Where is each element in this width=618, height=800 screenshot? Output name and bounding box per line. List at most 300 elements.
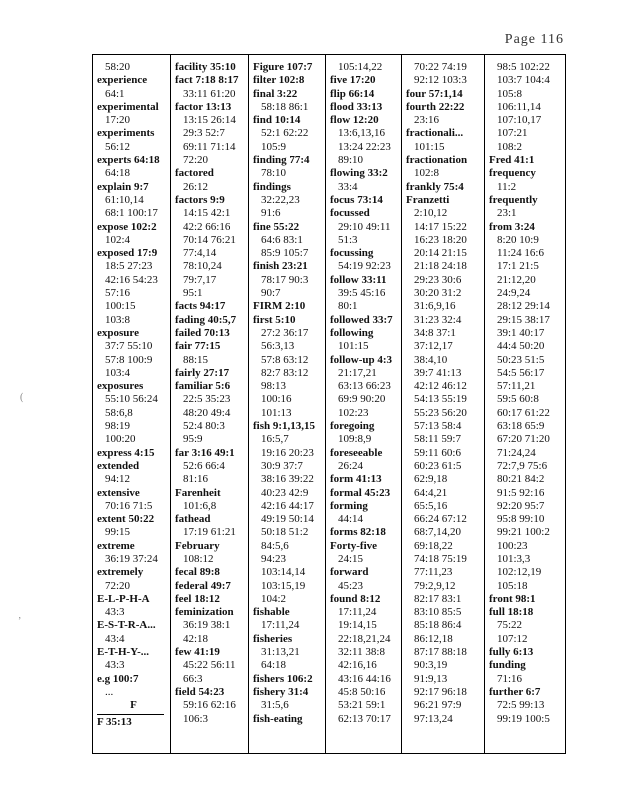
page-reference: 51:3	[338, 233, 358, 246]
page-reference: 67:20 71:20	[497, 433, 550, 446]
page-reference: 79:2,9,12	[414, 579, 456, 592]
page-reference: 78:10	[261, 167, 287, 180]
index-term: factors 9:9	[175, 193, 225, 206]
page-reference: 13:24 22:23	[338, 140, 391, 153]
page-reference: 31:23 32:4	[414, 313, 462, 326]
page-reference: 36:19 37:24	[105, 552, 158, 565]
page-reference: 64:18	[105, 167, 131, 180]
page-reference: 99:21 100:2	[497, 526, 550, 539]
page-reference: 33:4	[338, 180, 358, 193]
page-reference: 90:7	[261, 287, 281, 300]
index-term: exposures	[97, 380, 144, 393]
page-reference: 39:5 45:16	[338, 287, 386, 300]
page-reference: 69:9 90:20	[338, 393, 386, 406]
index-table	[92, 54, 566, 754]
page-reference: 99:19 100:5	[497, 712, 550, 725]
index-term: formal 45:23	[330, 486, 391, 499]
index-term: experiments	[97, 127, 155, 140]
page-reference: 98:13	[261, 380, 287, 393]
page-reference: 17:11,24	[338, 606, 377, 619]
page-reference: 78:10,24	[183, 260, 222, 273]
page-reference: 101:15	[414, 140, 445, 153]
page-reference: 17:1 21:5	[497, 260, 539, 273]
index-term: frequency	[489, 167, 536, 180]
page-reference: 64:4,21	[414, 486, 448, 499]
index-term: few 41:19	[175, 646, 220, 659]
page-reference: 64:18	[261, 659, 287, 672]
page-reference: 11:24 16:6	[497, 247, 544, 260]
page-reference: 107:10,17	[497, 114, 542, 127]
index-term: feel 18:12	[175, 592, 220, 605]
page-reference: 49:19 50:14	[261, 513, 314, 526]
index-term: full 18:18	[489, 606, 534, 619]
index-term: flow 12:20	[330, 114, 379, 127]
index-term: fractionation	[406, 154, 468, 167]
page-reference: 20:14 21:15	[414, 247, 467, 260]
page-reference: 14:15 42:1	[183, 207, 231, 220]
page-reference: 54:5 56:17	[497, 366, 545, 379]
page-reference: 22:5 35:23	[183, 393, 231, 406]
page-reference: 42:16 44:17	[261, 499, 314, 512]
index-term: February	[175, 539, 220, 552]
page-reference: 92:17 96:18	[414, 685, 467, 698]
page-reference: 101:15	[338, 340, 369, 353]
page-reference: 42:2 66:16	[183, 220, 231, 233]
index-term: following	[330, 326, 374, 339]
page-reference: 105:14,22	[338, 61, 383, 73]
index-term: further 6:7	[489, 685, 541, 698]
index-term: Figure 107:7	[253, 61, 313, 73]
page-reference: 13:6,13,16	[338, 127, 386, 140]
index-term: frankly 75:4	[406, 180, 464, 193]
page-reference: 63:18 65:9	[497, 420, 545, 433]
page-reference: 92:20 95:7	[497, 499, 545, 512]
page-reference: 43:16 44:16	[338, 672, 391, 685]
page-reference: 8:20 10:9	[497, 233, 539, 246]
page-reference: 103:8	[105, 313, 131, 326]
page-reference: 72:20	[183, 154, 209, 167]
page-reference: 17:20	[105, 114, 131, 127]
page-reference: 24:15	[338, 552, 364, 565]
page-reference: 101:13	[261, 406, 292, 419]
index-term: exposure	[97, 326, 139, 339]
page-reference: 56:3,13	[261, 340, 295, 353]
margin-mark: (	[20, 392, 24, 403]
page-reference: 14:17 15:22	[414, 220, 467, 233]
index-term: focussing	[330, 247, 374, 260]
section-divider	[97, 714, 164, 715]
index-term: factored	[175, 167, 214, 180]
index-term: filter 102:8	[253, 74, 305, 87]
page-reference: 102:12,19	[497, 566, 542, 579]
index-term: facility 35:10	[175, 61, 236, 73]
page-reference: 64:1	[105, 87, 125, 100]
index-term: fishable	[253, 606, 290, 619]
page-reference: 18:5 27:23	[105, 260, 153, 273]
index-term: Forty-five	[330, 539, 378, 552]
page-reference: 29:15 38:17	[497, 313, 550, 326]
page-reference: 28:12 29:14	[497, 300, 550, 313]
page-reference: 108:2	[497, 140, 523, 153]
index-term: failed 70:13	[175, 326, 230, 339]
page-reference: 29:10 49:11	[338, 220, 391, 233]
index-term: Farenheit	[175, 486, 221, 499]
index-term: final 3:22	[253, 87, 298, 100]
page-reference: 43:3	[105, 659, 125, 672]
page-reference: 68:1 100:17	[105, 207, 158, 220]
index-term: explain 9:7	[97, 180, 149, 193]
page-reference: 88:15	[183, 353, 209, 366]
index-column-1	[93, 55, 170, 753]
page-reference: 42:18	[183, 632, 209, 645]
page-reference: 104:2	[261, 592, 287, 605]
index-term: fisheries	[253, 632, 293, 645]
page-reference: 84:5,6	[261, 539, 289, 552]
index-term: exposed 17:9	[97, 247, 158, 260]
index-term: familiar 5:6	[175, 380, 231, 393]
page-reference: 105:8	[497, 87, 523, 100]
page-reference: 103:14,14	[261, 566, 306, 579]
index-term: field 54:23	[175, 685, 225, 698]
page-reference: 78:17 90:3	[261, 273, 309, 286]
page-reference: 48:20 49:4	[183, 406, 231, 419]
page-reference: 26:24	[338, 459, 364, 472]
page-reference: 57:16	[105, 287, 131, 300]
page-reference: 89:10	[338, 154, 364, 167]
page-reference: 54:19 92:23	[338, 260, 391, 273]
page-reference: 66:3	[183, 672, 203, 685]
page-reference: 43:4	[105, 632, 125, 645]
page-reference: ...	[105, 685, 114, 698]
index-term: E-T-H-Y-...	[97, 646, 150, 659]
index-term: fourth 22:22	[406, 100, 465, 113]
page-reference: 31:13,21	[261, 646, 300, 659]
page-reference: 21:12,20	[497, 273, 536, 286]
page-reference: 83:10 85:5	[414, 606, 462, 619]
index-column-4	[325, 55, 401, 753]
page-reference: 100:23	[497, 539, 528, 552]
page-reference: 44:14	[338, 513, 364, 526]
index-term: front 98:1	[489, 592, 536, 605]
index-term: extremely	[97, 566, 144, 579]
page-reference: 85:18 86:4	[414, 619, 462, 632]
page-reference: 29:3 52:7	[183, 127, 225, 140]
page-reference: 2:10,12	[414, 207, 448, 220]
page-reference: 106:3	[183, 712, 209, 725]
page-reference: 40:23 42:9	[261, 486, 309, 499]
index-term: finding 77:4	[253, 154, 310, 167]
page-reference: 55:10 56:24	[105, 393, 158, 406]
page-reference: 72:7,9 75:6	[497, 459, 548, 472]
section-letter: F	[130, 699, 137, 712]
page-reference: 56:12	[105, 140, 131, 153]
page-reference: 63:13 66:23	[338, 380, 391, 393]
index-term: findings	[253, 180, 291, 193]
index-term: experts 64:18	[97, 154, 160, 167]
page-reference: 91:5 92:16	[497, 486, 545, 499]
page-reference: 103:15,19	[261, 579, 306, 592]
page-reference: 55:23 56:20	[414, 406, 467, 419]
page-reference: 24:9,24	[497, 287, 531, 300]
index-term: experimental	[97, 100, 159, 113]
page-reference: 97:13,24	[414, 712, 453, 725]
index-term: find 10:14	[253, 114, 301, 127]
page-reference: 21:18 24:18	[414, 260, 467, 273]
index-term: extended	[97, 459, 140, 472]
page-reference: 57:8 100:9	[105, 353, 153, 366]
page-reference: 17:19 61:21	[183, 526, 236, 539]
page-reference: 92:12 103:3	[414, 74, 467, 87]
page-reference: 21:17,21	[338, 366, 377, 379]
page-reference: 22:18,21,24	[338, 632, 391, 645]
page-reference: 64:6 83:1	[261, 233, 303, 246]
page-reference: 100:15	[105, 300, 136, 313]
page-reference: 59:5 60:8	[497, 393, 539, 406]
index-term: federal 49:7	[175, 579, 231, 592]
index-term: F 35:13	[97, 715, 132, 728]
page-reference: 27:2 36:17	[261, 326, 309, 339]
page-reference: 34:8 37:1	[414, 326, 456, 339]
page-reference: 57:11,21	[497, 380, 536, 393]
index-term: finish 23:21	[253, 260, 308, 273]
index-term: from 3:24	[489, 220, 535, 233]
page-reference: 70:22 74:19	[414, 61, 467, 73]
page-reference: 11:2	[497, 180, 517, 193]
page-reference: 74:18 75:19	[414, 552, 467, 565]
page-reference: 106:11,14	[497, 100, 541, 113]
index-term: extent 50:22	[97, 513, 155, 526]
page-reference: 39:7 41:13	[414, 366, 462, 379]
index-term: Franzetti	[406, 193, 450, 206]
index-term: focussed	[330, 207, 370, 220]
index-term: foregoing	[330, 420, 375, 433]
page-reference: 42:16 54:23	[105, 273, 158, 286]
index-term: frequently	[489, 193, 538, 206]
index-term: foreseeable	[330, 446, 383, 459]
page-reference: 91:6	[261, 207, 281, 220]
index-term: flip 66:14	[330, 87, 375, 100]
page-reference: 58:11 59:7	[414, 433, 461, 446]
page-reference: 13:15 26:14	[183, 114, 236, 127]
index-term: FIRM 2:10	[253, 300, 306, 313]
page-reference: 77:4,14	[183, 247, 217, 260]
page-reference: 30:9 37:7	[261, 459, 303, 472]
index-term: fully 6:13	[489, 646, 534, 659]
page-reference: 33:11 61:20	[183, 87, 236, 100]
page-reference: 100:20	[105, 433, 136, 446]
page-reference: 42:16,16	[338, 659, 377, 672]
page-reference: 81:16	[183, 473, 209, 486]
index-term: first 5:10	[253, 313, 296, 326]
page-reference: 54:13 55:19	[414, 393, 467, 406]
page-reference: 77:11,23	[414, 566, 453, 579]
page-reference: 100:16	[261, 393, 292, 406]
page-reference: 50:18 51:2	[261, 526, 309, 539]
page-reference: 86:12,18	[414, 632, 453, 645]
index-term: Fred 41:1	[489, 154, 535, 167]
page-reference: 98:19	[105, 420, 131, 433]
page-reference: 23:1	[497, 207, 517, 220]
page-reference: 42:12 46:12	[414, 380, 467, 393]
page-reference: 101:6,8	[183, 499, 217, 512]
page-reference: 103:4	[105, 366, 131, 379]
index-term: focus 73:14	[330, 193, 383, 206]
page-reference: 50:23 51:5	[497, 353, 545, 366]
page-reference: 87:17 88:18	[414, 646, 467, 659]
index-term: fish-eating	[253, 712, 303, 725]
index-column-3	[248, 55, 325, 753]
page-reference: 19:14,15	[338, 619, 377, 632]
page-reference: 82:17 83:1	[414, 592, 462, 605]
page-reference: 75:22	[497, 619, 523, 632]
page-reference: 17:11,24	[261, 619, 300, 632]
index-term: feminization	[175, 606, 234, 619]
index-term: fishery 31:4	[253, 685, 309, 698]
page-reference: 102:23	[338, 406, 369, 419]
page-reference: 101:3,3	[497, 552, 531, 565]
page-reference: 66:24 67:12	[414, 513, 467, 526]
page-reference: 107:12	[497, 632, 528, 645]
page-number: Page 116	[504, 32, 564, 47]
index-term: five 17:20	[330, 74, 376, 87]
page-reference: 57:13 58:4	[414, 420, 462, 433]
page-reference: 38:4,10	[414, 353, 448, 366]
page-reference: 45:23	[338, 579, 364, 592]
page-reference: 31:5,6	[261, 699, 289, 712]
index-term: extensive	[97, 486, 140, 499]
page-reference: 58:6,8	[105, 406, 133, 419]
page-reference: 52:6 66:4	[183, 459, 225, 472]
index-term: follow-up 4:3	[330, 353, 393, 366]
index-term: fairly 27:17	[175, 366, 230, 379]
page-reference: 62:13 70:17	[338, 712, 391, 725]
page-reference: 37:12,17	[414, 340, 453, 353]
index-term: fractionali...	[406, 127, 464, 140]
page-reference: 80:21 84:2	[497, 473, 545, 486]
index-term: fine 55:22	[253, 220, 300, 233]
page-reference: 95:8 99:10	[497, 513, 545, 526]
page-reference: 60:17 61:22	[497, 406, 550, 419]
page-reference: 82:7 83:12	[261, 366, 309, 379]
index-term: forms 82:18	[330, 526, 386, 539]
index-term: E-L-P-H-A	[97, 592, 150, 605]
page-reference: 105:9	[261, 140, 287, 153]
page-reference: 23:16	[414, 114, 440, 127]
page-reference: 58:18 86:1	[261, 100, 309, 113]
index-term: expose 102:2	[97, 220, 157, 233]
page-reference: 91:9,13	[414, 672, 448, 685]
page-reference: 44:4 50:20	[497, 340, 545, 353]
page-reference: 52:4 80:3	[183, 420, 225, 433]
page-reference: 59:11 60:6	[414, 446, 461, 459]
page-reference: 30:20 31:2	[414, 287, 462, 300]
index-term: express 4:15	[97, 446, 155, 459]
page-reference: 71:24,24	[497, 446, 536, 459]
page-reference: 69:18,22	[414, 539, 453, 552]
index-term: experience	[97, 74, 148, 87]
page-reference: 94:12	[105, 473, 131, 486]
page-reference: 85:9 105:7	[261, 247, 309, 260]
index-term: factor 13:13	[175, 100, 232, 113]
page-reference: 80:1	[338, 300, 358, 313]
page-reference: 26:12	[183, 180, 209, 193]
page-reference: 37:7 55:10	[105, 340, 153, 353]
index-term: flowing 33:2	[330, 167, 388, 180]
index-term: fish 9:1,13,15	[253, 420, 316, 433]
page-reference: 36:19 38:1	[183, 619, 231, 632]
page-reference: 109:8,9	[338, 433, 372, 446]
index-term: followed 33:7	[330, 313, 393, 326]
page-reference: 103:7 104:4	[497, 74, 550, 87]
page-reference: 107:21	[497, 127, 528, 140]
page-reference: 102:8	[414, 167, 440, 180]
page-reference: 72:5 99:13	[497, 699, 545, 712]
index-term: fecal 89:8	[175, 566, 220, 579]
page-reference: 29:23 30:6	[414, 273, 462, 286]
page-reference: 16:5,7	[261, 433, 289, 446]
page-reference: 16:23 18:20	[414, 233, 467, 246]
index-term: E-S-T-R-A...	[97, 619, 156, 632]
index-column-6	[484, 55, 567, 753]
page-reference: 38:16 39:22	[261, 473, 314, 486]
page-reference: 96:21 97:9	[414, 699, 462, 712]
page-reference: 70:14 76:21	[183, 233, 236, 246]
index-term: fair 77:15	[175, 340, 221, 353]
page-reference: 61:10,14	[105, 193, 144, 206]
index-term: fathead	[175, 513, 211, 526]
page-reference: 108:12	[183, 552, 214, 565]
page-reference: 95:9	[183, 433, 203, 446]
index-term: found 8:12	[330, 592, 381, 605]
page-reference: 62:9,18	[414, 473, 448, 486]
page-reference: 58:20	[105, 61, 131, 73]
page-reference: 59:16 62:16	[183, 699, 236, 712]
index-column-2	[170, 55, 248, 753]
page-reference: 52:1 62:22	[261, 127, 309, 140]
index-term: extreme	[97, 539, 135, 552]
margin-mark: ’	[18, 616, 22, 627]
page-reference: 45:22 56:11	[183, 659, 236, 672]
index-term: four 57:1,14	[406, 87, 463, 100]
index-term: fishers 106:2	[253, 672, 313, 685]
page-reference: 90:3,19	[414, 659, 448, 672]
index-term: fact 7:18 8:17	[175, 74, 239, 87]
page-reference: 98:5 102:22	[497, 61, 550, 73]
index-term: form 41:13	[330, 473, 382, 486]
index-term: flood 33:13	[330, 100, 383, 113]
index-term: forward	[330, 566, 369, 579]
page-reference: 69:11 71:14	[183, 140, 236, 153]
index-term: far 3:16 49:1	[175, 446, 235, 459]
index-column-5	[401, 55, 484, 753]
index-term: funding	[489, 659, 526, 672]
page-reference: 45:8 50:16	[338, 685, 386, 698]
page-reference: 39:1 40:17	[497, 326, 545, 339]
page-reference: 72:20	[105, 579, 131, 592]
page-reference: 57:8 63:12	[261, 353, 309, 366]
page-reference: 94:23	[261, 552, 287, 565]
page-reference: 60:23 61:5	[414, 459, 462, 472]
page-reference: 19:16 20:23	[261, 446, 314, 459]
page-reference: 102:4	[105, 233, 131, 246]
page-reference: 95:1	[183, 287, 203, 300]
page-reference: 71:16	[497, 672, 523, 685]
index-term: facts 94:17	[175, 300, 226, 313]
page-reference: 70:16 71:5	[105, 499, 153, 512]
page-reference: 32:11 38:8	[338, 646, 385, 659]
page-reference: 99:15	[105, 526, 131, 539]
index-term: fading 40:5,7	[175, 313, 237, 326]
